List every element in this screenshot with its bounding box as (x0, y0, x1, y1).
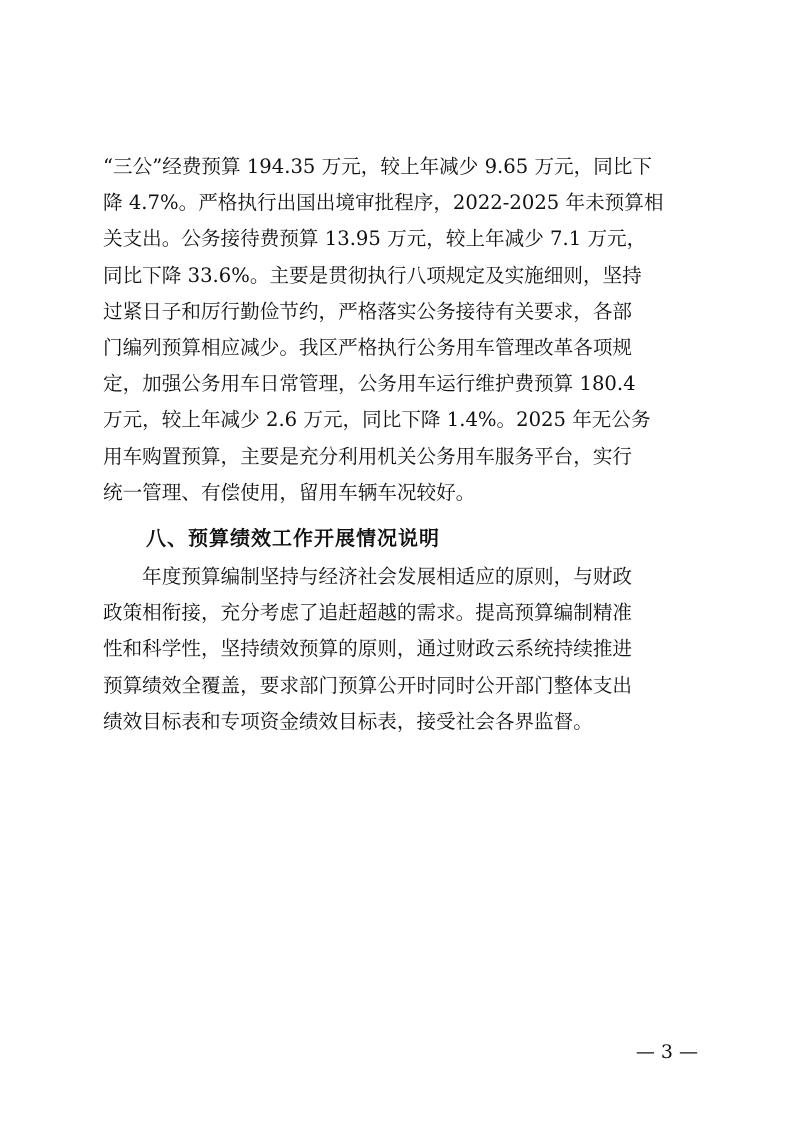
text-line: 定，加强公务用车日常管理，公务用车运行维护费预算 180.4 (103, 372, 636, 396)
text-line: 用车购置预算，主要是充分利用机关公务用车服务平台，实行 (103, 444, 633, 468)
paragraph-three-public-expenses (103, 149, 703, 511)
text-line: 降 4.7%。严格执行出国出境审批程序，2022-2025 年未预算相 (103, 191, 664, 215)
text-line: 绩效目标表和专项资金绩效目标表，接受社会各界监督。 (103, 709, 593, 733)
text-line: 同比下降 33.6%。主要是贯彻执行八项规定及实施细则，坚持 (103, 263, 642, 287)
text-line: 过紧日子和厉行勤俭节约，严格落实公务接待有关要求，各部 (103, 299, 633, 323)
text-line: “三公”经费预算 194.35 万元，较上年减少 9.65 万元，同比下 (103, 155, 653, 178)
text-line: 预算绩效全覆盖，要求部门预算公开时同时公开部门整体支出 (103, 673, 633, 697)
text-line: 万元，较上年减少 2.6 万元，同比下降 1.4%。2025 年无公务 (103, 408, 651, 432)
page-number: — 3 — (635, 1041, 698, 1063)
text-line: 性和科学性，坚持绩效预算的原则，通过财政云系统持续推进 (103, 637, 633, 661)
text-line: 门编列预算相应减少。我区严格执行公务用车管理改革各项规 (103, 335, 633, 359)
section-heading: 八、预算绩效工作开展情况说明 (146, 526, 440, 550)
text-line: 年度预算编制坚持与经济社会发展相适应的原则，与财政 (103, 565, 633, 588)
text-line: 统一管理、有偿使用，留用车辆车况较好。 (103, 480, 476, 504)
text-line: 关支出。公务接待费预算 13.95 万元，较上年减少 7.1 万元， (103, 227, 647, 251)
text-line: 政策相衔接，充分考虑了追赶超越的需求。提高预算编制精准 (103, 601, 633, 625)
paragraph-performance-budget (103, 559, 703, 740)
